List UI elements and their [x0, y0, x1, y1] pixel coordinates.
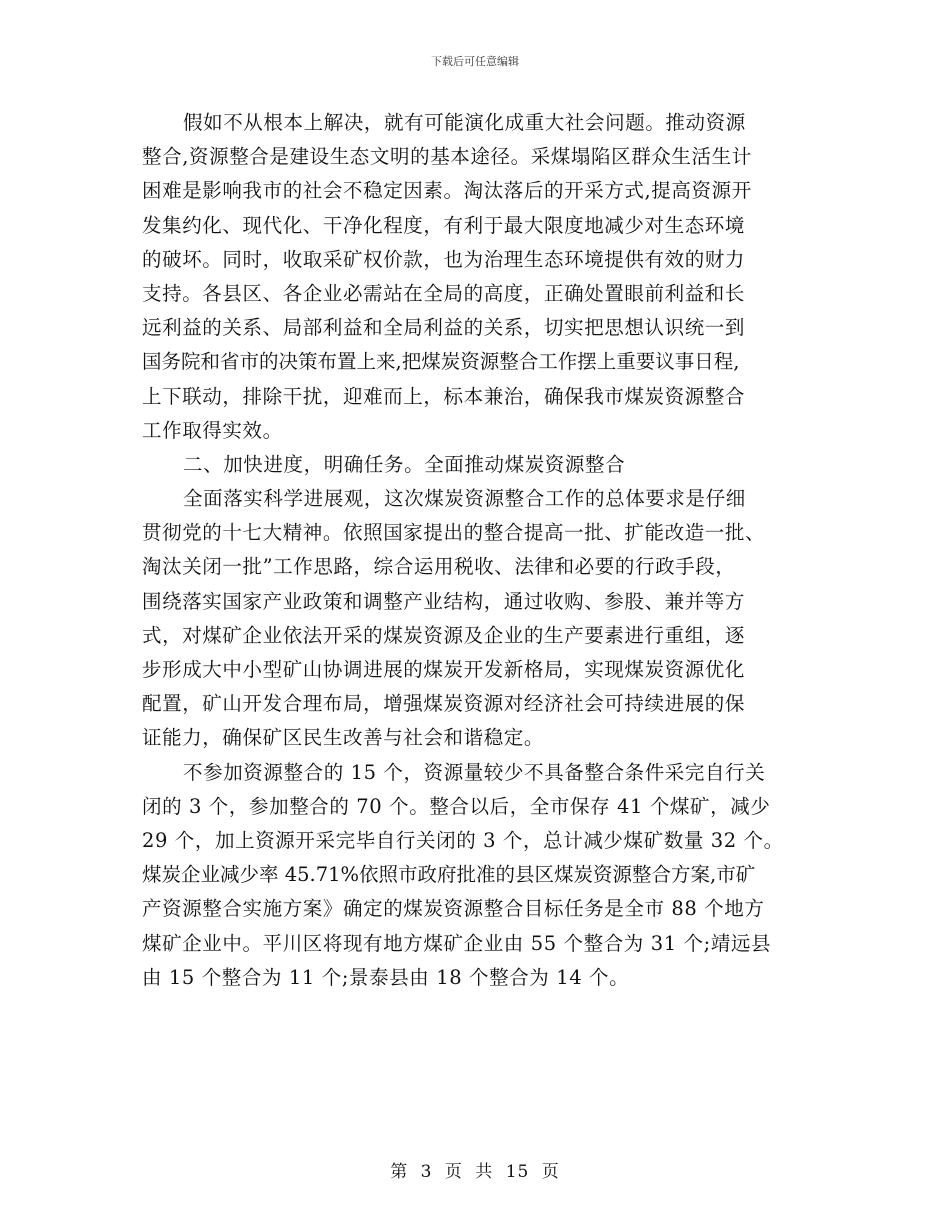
text-line: 29 个，加上资源开采完毕自行关闭的 3 个，总计减少煤矿数量 32 个。 [142, 828, 784, 852]
text-line: 整合,资源整合是建设生态文明的基本途径。采煤塌陷区群众生活生计 [142, 145, 752, 169]
text-line: 证能力，确保矿区民生改善与社会和谐稳定。 [142, 726, 545, 750]
text-line: 产资源整合实施方案》确定的煤炭资源整合目标任务是全市 88 个地方 [142, 897, 765, 921]
text-line: 步形成大中小型矿山协调进展的煤炭开发新格局，实现煤炭资源优化 [142, 658, 746, 681]
text-line: 煤炭企业减少率 45.71%依照市政府批准的县区煤炭资源整合方案,市矿 [142, 863, 756, 887]
text-line: 由 15 个整合为 11 个;景泰县由 18 个整合为 14 个。 [142, 965, 630, 989]
text-line: 闭的 3 个，参加整合的 70 个。整合以后，全市保存 41 个煤矿，减少 [142, 794, 771, 818]
text-line: 配置，矿山开发合理布局，增强煤炭资源对经济社会可持续进展的保 [142, 692, 746, 716]
text-line: 不参加资源整合的 15 个，资源量较少不具备整合条件采完自行关 [183, 760, 766, 784]
text-line: 工作取得实效。 [142, 418, 283, 442]
page-indicator: 第 3 页 共 15 页 [390, 1162, 560, 1182]
text-line: 煤矿企业中。平川区将现有地方煤矿企业由 55 个整合为 31 个;靖远县 [142, 931, 772, 955]
text-line: 困难是影响我市的社会不稳定因素。淘汰落后的开采方式,提高资源开 [142, 179, 752, 203]
text-line: 围绕落实国家产业政策和调整产业结构，通过收购、参股、兼并等方 [142, 589, 746, 613]
text-line: 假如不从根本上解决，就有可能演化成重大社会问题。推动资源 [183, 111, 746, 134]
text-line: 支持。各县区、各企业必需站在全局的高度，正确处置眼前利益和长 [142, 281, 746, 305]
text-line: 式，对煤矿企业依法开采的煤炭资源及企业的生产要素进行重组，逐 [142, 623, 746, 647]
text-line: 全面落实科学进展观，这次煤炭资源整合工作的总体要求是仔细 [183, 487, 746, 511]
section-heading: 二、加快进度，明确任务。全面推动煤炭资源整合 [183, 452, 626, 476]
text-line: 淘汰关闭一批”工作思路，综合运用税收、法律和必要的行政手段， [142, 555, 736, 579]
text-line: 发集约化、现代化、干净化程度，有利于最大限度地减少对生态环境 [142, 213, 746, 237]
text-line: 远利益的关系、局部利益和全局利益的关系，切实把思想认识统一到 [142, 316, 746, 340]
text-line: 上下联动，排除干扰，迎难而上，标本兼治，确保我市煤炭资源整合 [142, 384, 746, 408]
text-line: 国务院和省市的决策布置上来,把煤炭资源整合工作摆上重要议事日程, [142, 350, 740, 374]
text-line: 的破坏。同时，收取采矿权价款，也为治理生态环境提供有效的财力 [142, 247, 746, 271]
document-body [142, 106, 822, 995]
text-line: 贯彻党的十七大精神。依照国家提出的整合提高一批、扩能改造一批、 [142, 521, 766, 545]
header-note: 下载后可任意编辑 [431, 55, 519, 68]
